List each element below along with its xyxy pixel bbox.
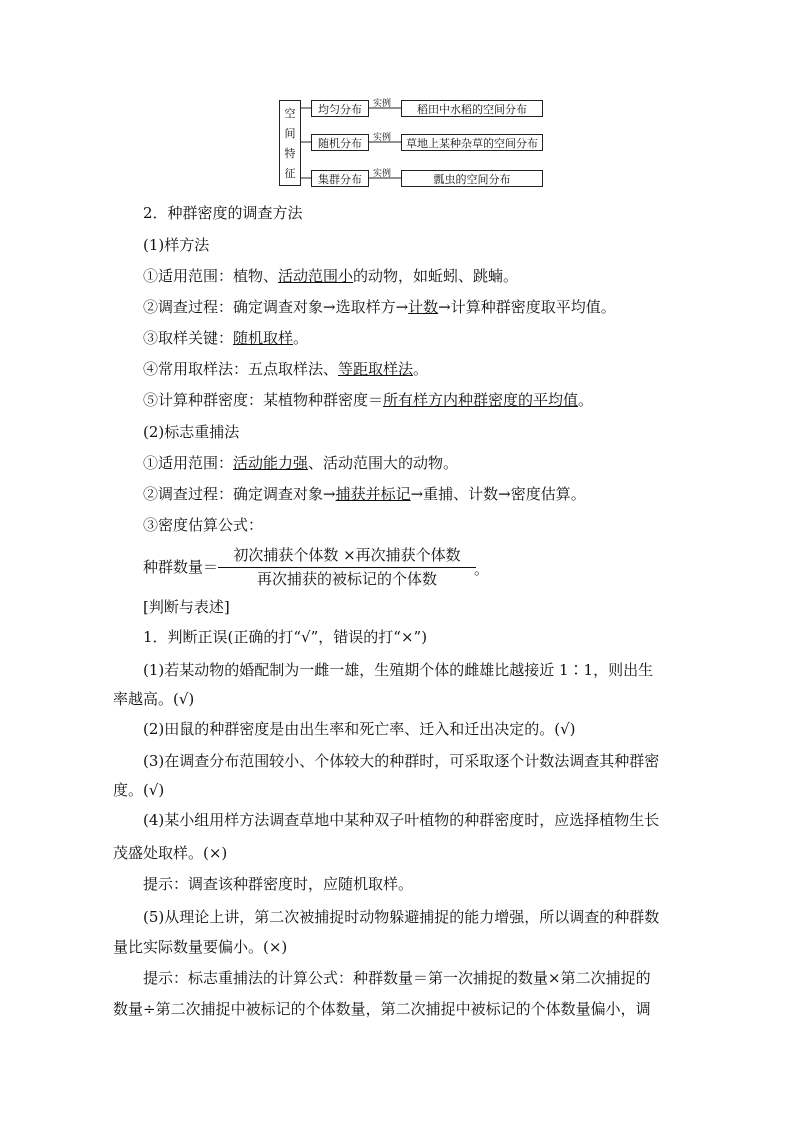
row-right-box: 草地上某种杂草的空间分布 <box>401 134 543 151</box>
underlined-answer: 活动范围小 <box>278 267 354 285</box>
text: ⑤计算种群密度：某植物种群密度＝ <box>143 391 384 409</box>
underlined-answer: 等距取样法 <box>338 360 414 378</box>
spatial-features-diagram <box>0 0 794 200</box>
method1-line5 <box>143 389 593 411</box>
side-char: 空 <box>284 107 296 120</box>
formula-numerator: 初次捕获个体数 ×再次捕获个体数 <box>218 545 476 568</box>
diagram-side-box <box>279 100 301 186</box>
q1-line1: (1)若某动物的婚配制为一雌一雄，生殖期个体的雌雄比越接近 1∶1，则出生 <box>143 661 654 679</box>
text: →重捕、计数→密度估算。 <box>410 485 586 503</box>
side-char: 间 <box>284 127 296 140</box>
underlined-answer: 计数 <box>408 298 439 316</box>
text: →计算种群密度取平均值。 <box>438 298 616 316</box>
q4-line2: 茂盛处取样。(×) <box>113 844 228 862</box>
method1-line2 <box>143 296 616 318</box>
formula-denominator: 再次捕获的被标记的个体数 <box>256 570 437 588</box>
formula-end: 。 <box>474 560 490 578</box>
q4-line1: (4)某小组用样方法调查草地中某种双子叶植物的种群密度时，应选择植物生长 <box>143 811 660 829</box>
side-char: 征 <box>284 167 296 180</box>
side-char: 特 <box>284 147 296 160</box>
q1-line2: 率越高。(√) <box>113 690 195 708</box>
text: 。 <box>293 329 309 347</box>
section-heading: 2．种群密度的调查方法 <box>143 204 303 222</box>
q3-line2: 度。(√) <box>113 781 165 799</box>
judge-question-heading: 1．判断正误(正确的打“√”，错误的打“×”) <box>143 628 428 646</box>
row-left-box: 集群分布 <box>311 170 369 187</box>
row-right-box: 稻田中水稻的空间分布 <box>401 100 543 117</box>
row-label: 实例 <box>373 99 392 109</box>
method1-line1 <box>143 265 518 287</box>
q5-line2: 量比实际数量要偏小。(×) <box>113 938 288 956</box>
formula-fraction <box>218 545 476 590</box>
method1-line3 <box>143 327 308 349</box>
text: 、活动范围大的动物。 <box>308 454 459 472</box>
method2-line2 <box>143 483 586 505</box>
formula-lhs: 种群数量＝ <box>143 558 219 576</box>
method2-title: (2)标志重捕法 <box>143 423 240 441</box>
judge-title: [判断与表述] <box>143 598 230 616</box>
text: ②调查过程：确定调查对象→ <box>143 485 336 503</box>
text: 。 <box>413 360 429 378</box>
text: ①适用范围： <box>143 454 234 472</box>
hint5-line2: 数量÷第二次捕捉中被标记的个体数量，第二次捕捉中被标记的个体数量偏小，调 <box>113 1000 651 1018</box>
text: ②调查过程：确定调查对象→选取样方→ <box>143 298 409 316</box>
row-left-box: 均匀分布 <box>311 100 369 117</box>
text: ④常用取样法：五点取样法、 <box>143 360 339 378</box>
hint4: 提示：调查该种群密度时，应随机取样。 <box>143 875 414 893</box>
row-right-box: 瓢虫的空间分布 <box>401 170 543 187</box>
text: 的动物，如蚯蚓、跳蝻。 <box>353 267 519 285</box>
underlined-answer: 捕获并标记 <box>335 485 411 503</box>
method1-title: (1)样方法 <box>143 236 210 254</box>
row-left-box: 随机分布 <box>311 134 369 151</box>
method1-line4 <box>143 358 428 380</box>
underlined-answer: 活动能力强 <box>233 454 309 472</box>
text: ③取样关键： <box>143 329 234 347</box>
row-label: 实例 <box>373 133 392 143</box>
row-label: 实例 <box>373 169 392 179</box>
text: 。 <box>578 391 594 409</box>
underlined-answer: 所有样方内种群密度的平均值 <box>383 391 579 409</box>
text: ①适用范围：植物、 <box>143 267 279 285</box>
q3-line1: (3)在调查分布范围较小、个体较大的种群时，可采取逐个计数法调查其种群密 <box>143 752 660 770</box>
method2-line3: ③密度估算公式： <box>143 516 264 534</box>
underlined-answer: 随机取样 <box>233 329 294 347</box>
method2-line1 <box>143 452 458 474</box>
q5-line1: (5)从理论上讲，第二次被捕捉时动物躲避捕捉的能力增强，所以调查的种群数 <box>143 908 660 926</box>
diagram-connectors <box>0 0 794 200</box>
q2-line: (2)田鼠的种群密度是由出生率和死亡率、迁入和迁出决定的。(√) <box>143 720 576 738</box>
hint5-line1: 提示：标志重捕法的计算公式：种群数量＝第一次捕捉的数量×第二次捕捉的 <box>143 969 651 987</box>
